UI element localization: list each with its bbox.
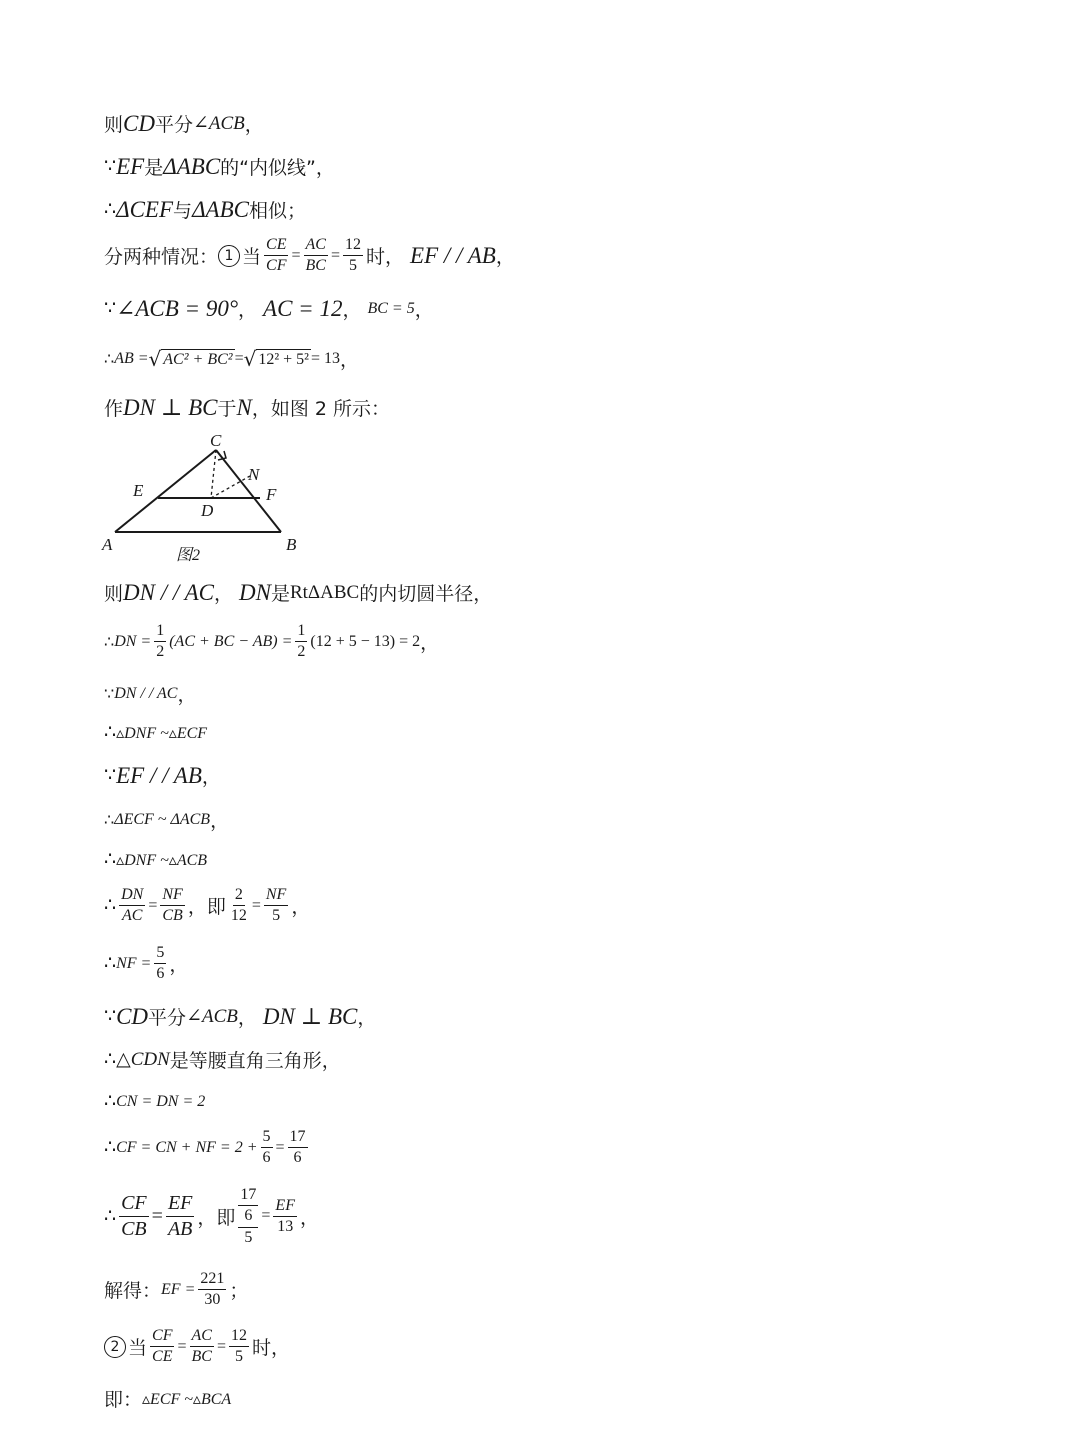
text: ， — [210, 810, 230, 832]
therefore-symbol: ∴ — [104, 953, 117, 975]
math-similar: ▵ECF ~▵BCA — [142, 1390, 232, 1408]
math-cd: CD — [116, 1003, 149, 1029]
equals: = — [261, 1207, 271, 1225]
text: 当 — [128, 1337, 148, 1360]
text: ， — [299, 1206, 319, 1229]
line-13 — [104, 806, 229, 833]
text: 作 — [104, 398, 124, 420]
equals: = — [251, 896, 261, 914]
fraction: $\frac{5}{6}$ — [262, 1128, 271, 1167]
text: ， — [244, 114, 264, 136]
text: 分两种情况： — [104, 246, 219, 269]
therefore-symbol: ∴ — [104, 1137, 117, 1159]
fraction: $\frac{12}{5}$ — [230, 1327, 247, 1366]
math-triangle: ΔCEF — [116, 196, 174, 222]
line-9 — [104, 622, 439, 662]
fraction: $\frac{CF}{CE}$ — [152, 1327, 173, 1366]
text: ， — [201, 766, 221, 788]
because-symbol: ∵ — [104, 1006, 117, 1027]
math-perp: DN ⊥ BC — [262, 1003, 358, 1029]
math-angle: ∠ACB = 90° — [116, 295, 239, 321]
text: ， — [420, 632, 440, 655]
equals: = — [216, 1337, 226, 1355]
line-19 — [104, 1090, 205, 1113]
therefore-symbol: ∴ — [104, 1205, 117, 1227]
text: 则 — [104, 583, 124, 605]
text: 则 — [104, 114, 124, 136]
text: 是 — [144, 157, 164, 179]
circled-number: 2 — [104, 1336, 126, 1358]
text: ， — [357, 1007, 377, 1029]
math-expr: NF = — [116, 954, 152, 972]
line-12 — [104, 762, 221, 789]
label-d: D — [201, 501, 214, 520]
therefore-symbol: ∴ — [104, 1049, 117, 1070]
fraction: $\frac{AC}{BC}$ — [305, 236, 326, 275]
text: ，即 — [197, 1206, 236, 1229]
sqrt-expr: √ 12² + 5² — [243, 346, 309, 371]
fraction: $\frac{DN}{AC}$ — [121, 886, 144, 925]
math-parallel: DN / / AC — [114, 684, 178, 702]
text: ， — [169, 954, 189, 977]
line-6 — [104, 345, 359, 372]
therefore-symbol: ∴ — [104, 350, 115, 368]
equals: = — [177, 1337, 187, 1355]
math-parallel: EF / / AB — [410, 242, 496, 268]
text: 当 — [242, 246, 262, 269]
therefore-symbol: ∴ — [104, 849, 117, 870]
text: ； — [229, 1280, 249, 1303]
math-cd: CD — [123, 110, 155, 136]
math-triangle: RtΔABC — [289, 581, 360, 603]
therefore-symbol: ∴ — [104, 633, 115, 651]
text: ，即 — [187, 896, 226, 919]
line-14 — [104, 848, 207, 871]
figure-caption: 图2 — [176, 547, 201, 564]
segment-cd — [211, 450, 216, 498]
text: 平分 — [154, 114, 193, 136]
line-20 — [104, 1128, 311, 1168]
math-expr: (AC + BC − AB) = — [169, 632, 293, 650]
text: ， — [177, 684, 197, 706]
text: ， — [414, 299, 434, 321]
equals: = — [330, 246, 340, 264]
text: ， — [495, 246, 515, 269]
sqrt-expr: √ AC² + BC² — [148, 346, 233, 371]
fraction: $\frac{12}{5}$ — [345, 236, 361, 275]
fraction: $\frac{1}{2}$ — [297, 622, 306, 661]
equals: = — [291, 246, 301, 264]
math-triangle: ΔABC — [192, 196, 250, 222]
math-expr: EF = — [161, 1280, 196, 1298]
math-similar: ΔECF ~ ΔACB — [114, 810, 211, 828]
math-dn: DN — [239, 579, 271, 605]
math-expr: CF = CN + NF = 2 + — [116, 1138, 258, 1156]
therefore-symbol: ∴ — [104, 1091, 117, 1112]
line-2 — [104, 153, 335, 180]
math-triangle: △CDN — [116, 1049, 170, 1070]
math-parallel: DN / / AC — [123, 579, 214, 605]
equals: = — [275, 1138, 285, 1156]
line-11 — [104, 721, 207, 744]
therefore-symbol: ∴ — [104, 895, 117, 917]
math-perp: DN ⊥ BC — [123, 394, 218, 420]
fraction: $\frac{AC}{BC}$ — [191, 1327, 212, 1366]
text: 的内切圆半径， — [359, 583, 493, 605]
equals: = — [148, 896, 158, 914]
text: 相似； — [249, 200, 307, 222]
line-4 — [104, 236, 515, 276]
geometry-figure — [100, 428, 320, 568]
fraction: $\frac{1}{2}$ — [156, 622, 165, 661]
math-ef: EF — [116, 153, 145, 179]
line-21 — [104, 1186, 319, 1247]
text: ， — [340, 349, 360, 371]
math-triangle: ΔABC — [163, 153, 221, 179]
equals: = — [151, 1204, 163, 1227]
text: ，如图 2 所示： — [251, 398, 391, 420]
triangle-diagram — [100, 428, 320, 568]
text: ， — [342, 299, 362, 321]
line-1 — [104, 110, 264, 137]
fraction: $\frac{17}{6}$ — [289, 1128, 306, 1167]
nested-fraction: $\frac{\frac{17}{6}}{5}$ — [240, 1186, 257, 1246]
math-parallel: EF / / AB — [116, 762, 202, 788]
math-n: N — [236, 394, 252, 420]
text: 解得： — [104, 1280, 162, 1303]
text: ， — [237, 1007, 257, 1029]
math-angle: ∠ACB — [186, 1006, 238, 1027]
therefore-symbol: ∴ — [104, 722, 117, 743]
text: 于 — [217, 398, 237, 420]
label-a: A — [102, 535, 113, 554]
line-17 — [104, 1003, 376, 1030]
line-10 — [104, 680, 196, 707]
therefore-symbol: ∴ — [104, 811, 115, 829]
line-15 — [104, 886, 310, 926]
because-symbol: ∵ — [104, 685, 115, 703]
label-b: B — [286, 535, 297, 554]
label-n: N — [248, 465, 260, 484]
text: 与 — [173, 200, 193, 222]
text: 时， — [251, 1337, 290, 1360]
math-expr: (12 + 5 − 13) = 2 — [310, 632, 421, 650]
math-expr: DN = — [114, 632, 152, 650]
fraction: $\frac{5}{6}$ — [156, 944, 165, 983]
text: 是 — [270, 583, 290, 605]
math-expr: AB = — [114, 349, 149, 367]
therefore-symbol: ∴ — [104, 199, 117, 220]
math-expr: = 13 — [310, 349, 340, 367]
math-similar: ▵DNF ~▵ACB — [116, 851, 208, 869]
line-8 — [104, 579, 492, 606]
text: 时， — [366, 246, 405, 269]
line-24 — [104, 1385, 231, 1412]
because-symbol: ∵ — [104, 765, 117, 786]
fraction: $\frac{NF}{5}$ — [265, 886, 287, 925]
line-18 — [104, 1046, 341, 1073]
text: 平分 — [148, 1007, 187, 1029]
text: 是等腰直角三角形， — [169, 1050, 341, 1072]
text: 的“内似线”， — [220, 157, 335, 179]
circled-number: 1 — [218, 245, 240, 267]
fraction: $\frac{221}{30}$ — [200, 1270, 225, 1309]
line-5 — [104, 295, 434, 322]
label-e: E — [133, 481, 144, 500]
label-f: F — [266, 485, 277, 504]
text: ， — [213, 583, 233, 605]
because-symbol: ∵ — [104, 156, 117, 177]
math-angle: ∠ACB — [192, 113, 245, 134]
fraction: $\frac{EF}{13}$ — [275, 1196, 295, 1235]
text: ， — [291, 896, 311, 919]
math-expr: AC = 12 — [263, 295, 343, 321]
because-symbol: ∵ — [104, 298, 117, 319]
text: ， — [238, 299, 258, 321]
math-expr: BC = 5 — [367, 299, 415, 317]
line-22 — [104, 1270, 248, 1310]
line-7 — [104, 394, 390, 421]
label-c: C — [210, 431, 222, 450]
line-3 — [104, 196, 306, 223]
text: 即： — [104, 1389, 143, 1411]
fraction: $\frac{CE}{CF}$ — [266, 236, 287, 275]
fraction: $\frac{2}{12}$ — [230, 886, 247, 925]
line-16 — [104, 944, 188, 984]
math-similar: ▵DNF ~▵ECF — [116, 724, 208, 742]
line-23 — [104, 1327, 290, 1367]
fraction: $\frac{CF}{CB}$ — [121, 1191, 147, 1240]
fraction: $\frac{NF}{CB}$ — [162, 886, 183, 925]
math-expr: CN = DN = 2 — [116, 1092, 206, 1110]
fraction: $\frac{EF}{AB}$ — [167, 1191, 193, 1240]
equals: = — [234, 349, 244, 367]
